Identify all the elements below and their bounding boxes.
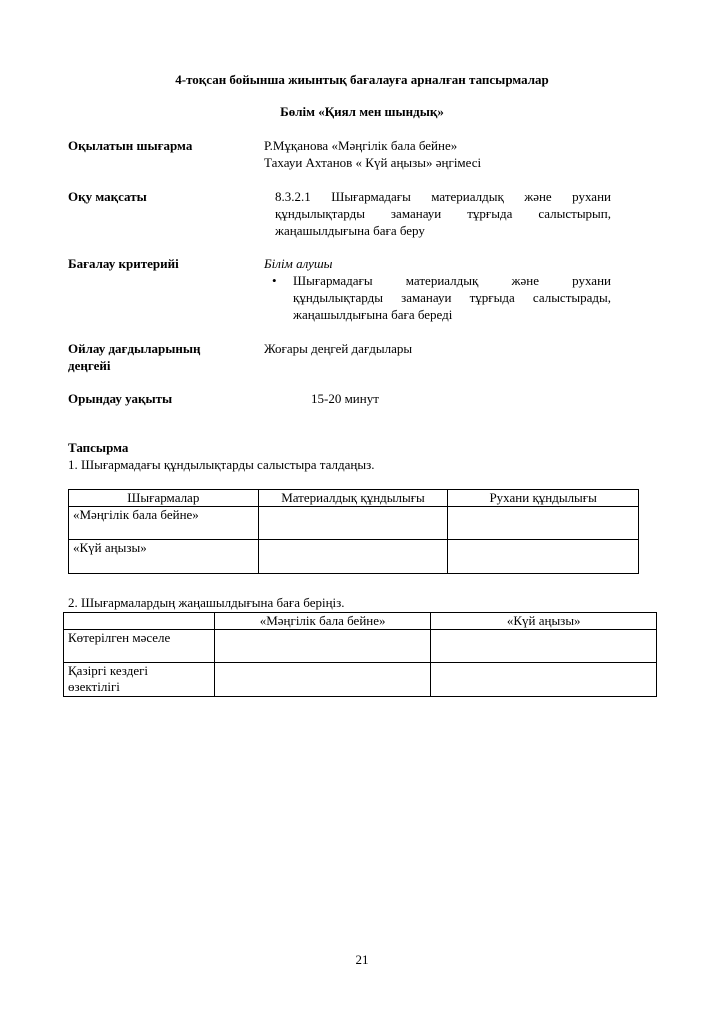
table-header-works: Шығармалар [69, 490, 259, 507]
table-header-row [64, 613, 657, 630]
level-label-line-2: деңгейі [68, 358, 111, 373]
goal-line-3: жаңашылдығына баға беру [275, 223, 425, 238]
table-cell-empty[interactable] [431, 663, 657, 697]
table-row [64, 663, 657, 697]
novelty-table [63, 612, 657, 697]
time-value: 15-20 минут [311, 391, 379, 406]
criteria-intro: Білім алушы [264, 256, 333, 271]
question-2: 2. Шығармалардың жаңашылдығына баға беріңіз. [68, 595, 345, 610]
table-cell-empty[interactable] [214, 663, 431, 697]
table-cell-work: «Мәңгілік бала бейне» [69, 507, 259, 540]
table-row [64, 630, 657, 663]
table-cell-empty[interactable] [258, 540, 448, 574]
table-cell-empty[interactable] [448, 507, 639, 540]
table-cell-empty[interactable] [214, 630, 431, 663]
work-line-1: Р.Мұқанова «Мәңгілік бала бейне» [264, 138, 458, 153]
table-header-work-1: «Мәңгілік бала бейне» [214, 613, 431, 630]
page-number: 21 [355, 952, 369, 967]
level-value: Жоғары деңгей дағдылары [264, 341, 413, 356]
level-label [68, 340, 201, 374]
table-header-material: Материалдық құндылығы [258, 490, 448, 507]
row-label-relevance [64, 663, 215, 697]
question-1: 1. Шығармадағы құндылықтарды салыстыра талдаңыз. [68, 457, 375, 472]
table-header-row [69, 490, 639, 507]
criteria-bullet [272, 272, 611, 323]
row-label-relevance-line-1: Қазіргі кездегі [68, 663, 149, 678]
table-cell-empty[interactable] [448, 540, 639, 574]
table-row [69, 540, 639, 574]
table-header-empty [64, 613, 215, 630]
criteria-line-3: жаңашылдығына баға береді [293, 307, 453, 322]
level-label-line-1: Ойлау дағдыларының [68, 341, 201, 356]
goal-text [275, 188, 611, 239]
table-row [69, 507, 639, 540]
table-header-spiritual: Рухани құндылығы [448, 490, 639, 507]
goal-label: Оқу мақсаты [68, 189, 147, 204]
time-label: Орындау уақыты [68, 391, 173, 406]
page-title: 4-тоқсан бойынша жиынтық бағалауға арналған тапсырмалар [175, 72, 549, 87]
work-line-2: Тахауи Ахтанов « Күй аңызы» әңгімесі [264, 155, 482, 170]
bullet-icon: • [272, 273, 277, 288]
section-title: Бөлім «Қиял мен шындық» [280, 104, 444, 119]
work-label: Оқылатын шығарма [68, 138, 193, 153]
task-heading: Тапсырма [68, 440, 129, 455]
table-cell-work: «Күй аңызы» [69, 540, 259, 574]
goal-line-2: құндылықтарды заманауи тұрғыда салыстырып, [275, 206, 611, 221]
criteria-line-1: Шығармадағы материалдық және рухани [293, 273, 611, 288]
values-table [68, 489, 639, 574]
table-cell-empty[interactable] [258, 507, 448, 540]
table-header-work-2: «Күй аңызы» [431, 613, 657, 630]
goal-line-1: 8.3.2.1 Шығармадағы материалдық және рухани [275, 189, 611, 204]
criteria-line-2: құндылықтарды заманауи тұрғыда салыстырады, [293, 290, 611, 305]
table-cell-empty[interactable] [431, 630, 657, 663]
row-label-relevance-line-2: өзектілігі [68, 679, 120, 694]
row-label-problem: Көтерілген мәселе [64, 630, 215, 663]
criteria-label: Бағалау критерийі [68, 256, 179, 271]
